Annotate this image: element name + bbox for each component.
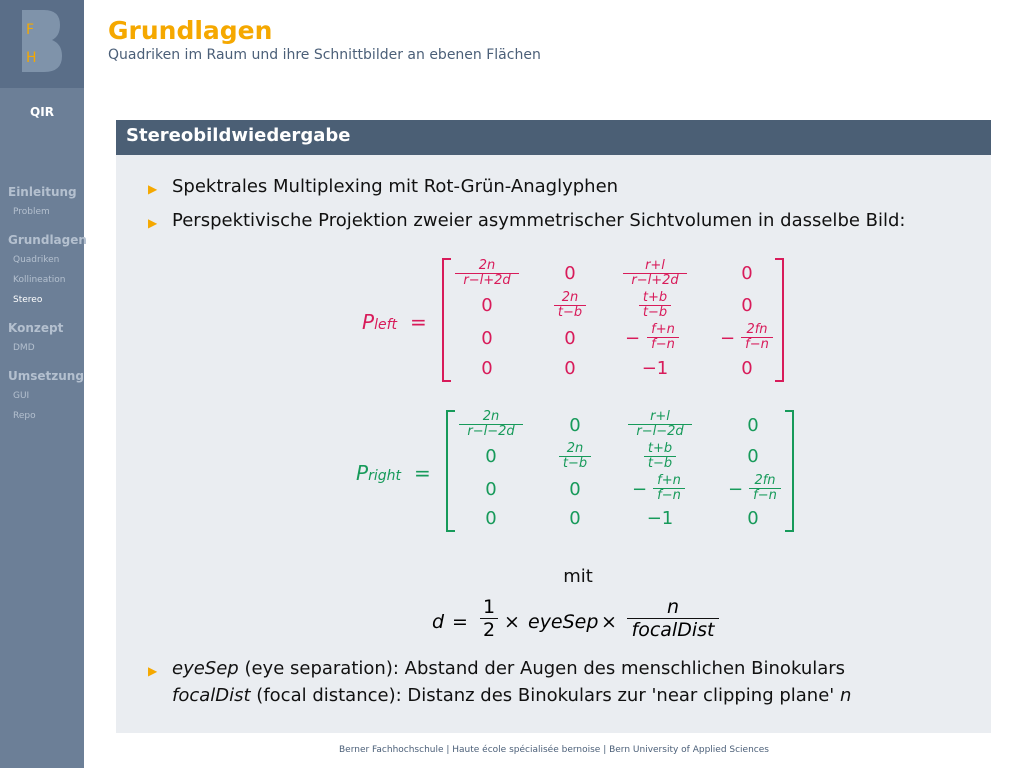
- sidebar-item-problem[interactable]: Problem: [13, 207, 50, 217]
- minus-sign: −: [720, 328, 736, 349]
- sidebar-header: [0, 0, 84, 88]
- sidebar-nav: [8, 182, 87, 426]
- formula-times: ×: [601, 611, 617, 633]
- formula-equals: =: [452, 611, 468, 633]
- formula-lhs: d: [432, 611, 445, 633]
- cell-r-14: 0: [747, 415, 759, 436]
- sidebar-item-repo[interactable]: Repo: [13, 411, 36, 421]
- sidebar-title[interactable]: QIR: [30, 105, 54, 119]
- bullet-text-focaldist: focalDist (focal distance): Distanz des Binokulars zur 'near clipping plane' n: [172, 685, 852, 706]
- bullet-text-multiplexing: Spektrales Multiplexing mit Rot-Grün-Anaglyphen: [172, 176, 619, 197]
- bullet-triangle-icon: ▶: [148, 664, 158, 678]
- sidebar-section-konzept[interactable]: Konzept: [8, 321, 64, 335]
- formula-eyesep: eyeSep: [528, 611, 599, 633]
- cell-l-41: 0: [481, 358, 493, 379]
- cell-r-12: 0: [569, 415, 581, 436]
- minus-sign: −: [728, 479, 744, 500]
- mit-text: mit: [563, 566, 593, 587]
- svg-text:H: H: [26, 50, 37, 66]
- minus-sign: −: [625, 328, 641, 349]
- formula-times: ×: [504, 611, 520, 633]
- bullet-triangle-icon: ▶: [148, 216, 158, 230]
- cell-r-32: 0: [569, 479, 581, 500]
- cell-r-31: 0: [485, 479, 497, 500]
- cell-r-43: −1: [646, 508, 674, 529]
- matrix-right-label: Pright: [356, 461, 401, 485]
- frac-l-33: f+n f−n: [618, 323, 708, 352]
- frac-l-11: 2n r−l+2d: [442, 259, 532, 288]
- cell-l-31: 0: [481, 328, 493, 349]
- cell-r-42: 0: [569, 508, 581, 529]
- sidebar-section-umsetzung[interactable]: Umsetzung: [8, 369, 84, 383]
- sidebar-item-gui[interactable]: GUI: [13, 391, 30, 401]
- cell-l-24: 0: [741, 295, 753, 316]
- frac-l-13: r+l r−l+2d: [610, 259, 700, 288]
- frac-r-33: f+n f−n: [624, 474, 714, 503]
- frac-r-13: r+l r−l−2d: [615, 410, 705, 439]
- cell-r-41: 0: [485, 508, 497, 529]
- cell-l-32: 0: [564, 328, 576, 349]
- sidebar-section-einleitung[interactable]: Einleitung: [8, 185, 77, 199]
- cell-l-44: 0: [741, 358, 753, 379]
- cell-r-44: 0: [747, 508, 759, 529]
- bullet-text-eyesep: eyeSep (eye separation): Abstand der Augen des menschlichen Binokulars: [172, 658, 846, 679]
- cell-l-42: 0: [564, 358, 576, 379]
- sidebar-item-dmd[interactable]: DMD: [13, 343, 35, 353]
- sidebar-section-grundlagen[interactable]: Grundlagen: [8, 233, 87, 247]
- sidebar-item-quadriken[interactable]: Quadriken: [13, 255, 60, 265]
- formula-fraction: n focalDist: [627, 596, 719, 641]
- bullet-text-projection: Perspektivische Projektion zweier asymmetrischer Sichtvolumen in dasselbe Bild:: [172, 210, 906, 231]
- sidebar: [0, 0, 87, 768]
- cell-l-21: 0: [481, 295, 493, 316]
- formula-half: 1 2: [480, 596, 498, 641]
- frac-r-22: 2n t−b: [530, 442, 620, 471]
- frac-r-23: t+b t−b: [615, 442, 705, 471]
- frac-r-34: 2fn f−n: [720, 474, 810, 503]
- footer: Berner Fachhochschule | Haute école spécialisée bernoise | Bern University of Applied Sciences: [339, 745, 769, 755]
- equals-sign: =: [414, 461, 431, 485]
- frac-l-23: t+b t−b: [610, 291, 700, 320]
- bfh-logo-icon: [22, 10, 62, 72]
- minus-sign: −: [632, 479, 648, 500]
- block-title: Stereobildwiedergabe: [116, 120, 991, 155]
- cell-r-24: 0: [747, 446, 759, 467]
- bullet-triangle-icon: ▶: [148, 182, 158, 196]
- frac-r-11: 2n r−l−2d: [446, 410, 536, 439]
- svg-text:F: F: [26, 22, 35, 38]
- cell-r-21: 0: [485, 446, 497, 467]
- frac-l-22: 2n t−b: [525, 291, 615, 320]
- sidebar-item-stereo[interactable]: Stereo: [13, 295, 43, 305]
- page-subtitle: Quadriken im Raum und ihre Schnittbilder an ebenen Flächen: [108, 47, 541, 63]
- cell-l-12: 0: [564, 263, 576, 284]
- sidebar-item-kollineation[interactable]: Kollineation: [13, 275, 66, 285]
- equals-sign: =: [410, 310, 427, 334]
- page-title: Grundlagen: [108, 16, 273, 45]
- cell-l-43: −1: [641, 358, 669, 379]
- frac-l-34: 2fn f−n: [712, 323, 802, 352]
- matrix-left-label: Pleft: [362, 310, 397, 334]
- cell-l-14: 0: [741, 263, 753, 284]
